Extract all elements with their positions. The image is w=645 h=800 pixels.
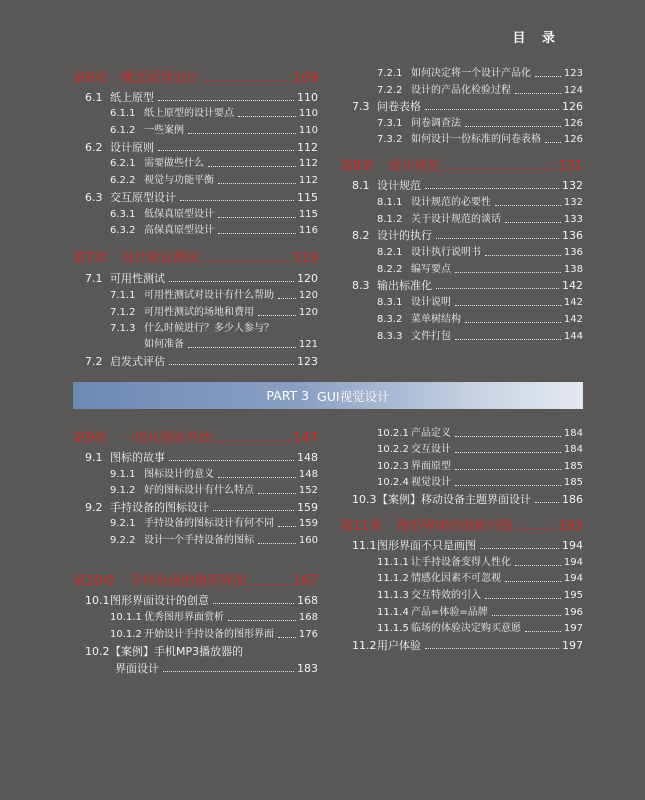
toc-leader-dots — [535, 76, 561, 77]
toc-chapter-entry — [340, 151, 583, 173]
toc-section-entry — [73, 137, 318, 154]
toc-entry-page: 184 — [563, 444, 583, 455]
toc-subsection-entry — [340, 309, 583, 326]
toc-entry-number: 第10章 — [73, 574, 116, 589]
toc-entry-number: 10.1.2 — [110, 629, 142, 640]
toc-leader-dots — [444, 169, 555, 170]
toc-leader-dots — [238, 116, 296, 117]
toc-entry-title: 交互原型设计 — [110, 191, 176, 204]
toc-entry-title: 好的图标设计有什么特点 — [144, 485, 254, 496]
toc-entry-page: 160 — [298, 535, 318, 546]
toc-section-entry — [73, 447, 318, 464]
toc-entry-number: 11.1 — [352, 539, 377, 552]
toc-subsection-entry — [73, 120, 318, 137]
toc-leader-dots — [169, 281, 294, 282]
toc-entry-title: 图标设计的意义 — [144, 469, 214, 480]
toc-leader-dots — [169, 460, 294, 461]
toc-leader-dots — [213, 603, 294, 604]
toc-chapter-entry — [73, 63, 318, 85]
toc-leader-dots — [495, 205, 561, 206]
toc-entry-title: 高保真原型设计 — [144, 225, 214, 236]
toc-entry-number: 9.2.2 — [110, 535, 136, 546]
toc-entry-page: 126 — [562, 100, 583, 113]
toc-subsection-entry — [73, 103, 318, 120]
toc-entry-number: 6.2.1 — [110, 158, 136, 169]
toc-subsection-entry — [340, 472, 583, 489]
toc-subsection-entry — [73, 464, 318, 481]
toc-leader-dots — [425, 648, 559, 649]
toc-entry-title: 概念原型设计 — [121, 71, 200, 86]
toc-entry-number: 8.2.1 — [377, 247, 403, 258]
toc-entry-title: 纸上原型的设计要点 — [144, 108, 234, 119]
toc-entry-title: 图形界面不只是画图 — [377, 539, 476, 552]
toc-entry-page: 167 — [293, 574, 318, 589]
toc-subsection-entry — [73, 220, 318, 237]
part-banner — [73, 382, 583, 409]
toc-subsection-entry — [73, 513, 318, 530]
toc-entry-page: 136 — [562, 229, 583, 242]
toc-leader-dots — [455, 436, 561, 437]
toc-entry-title: 设计的执行 — [377, 229, 432, 242]
toc-entry-number: 8.3 — [352, 279, 370, 292]
toc-leader-dots — [485, 255, 561, 256]
toc-entry-number: 10.1 — [85, 594, 110, 607]
toc-leader-dots — [258, 315, 296, 316]
toc-leader-dots — [465, 126, 561, 127]
toc-subsection-entry — [340, 80, 583, 97]
toc-entry-page: 132 — [563, 197, 583, 208]
toc-entry-page: 136 — [563, 247, 583, 258]
toc-entry-page: 112 — [298, 158, 318, 169]
toc-entry-number: 11.1.4 — [377, 607, 409, 618]
toc-entry-title: 输出标准化 — [377, 279, 432, 292]
toc-entry-title: 设计一个手持设备的图标 — [144, 535, 254, 546]
toc-column-left-lower — [73, 423, 318, 683]
toc-entry-title: 启发式评估 — [110, 355, 165, 368]
toc-leader-dots — [505, 581, 561, 582]
toc-entry-number: 8.3.2 — [377, 314, 403, 325]
toc-entry-number: 11.1.2 — [377, 573, 409, 584]
toc-subsection-entry — [340, 326, 583, 343]
toc-entry-title: 问卷表格 — [377, 100, 421, 113]
toc-entry-page: 142 — [563, 314, 583, 325]
toc-entry-title: 图形界面的创新升级 — [396, 519, 514, 534]
toc-entry-page: 123 — [563, 68, 583, 79]
toc-entry-title: 临场的体验决定购买意愿 — [411, 623, 521, 634]
toc-entry-title: 让手持设备变得人性化 — [411, 557, 511, 568]
toc-chapter-entry — [73, 566, 318, 588]
toc-leader-dots — [203, 81, 290, 82]
toc-leader-dots — [278, 298, 296, 299]
toc-entry-number: 9.1 — [85, 451, 103, 464]
toc-leader-dots — [455, 339, 561, 340]
toc-entry-number: 6.3 — [85, 191, 103, 204]
toc-entry-number: 8.3.1 — [377, 297, 403, 308]
toc-entry-page: 183 — [297, 662, 318, 675]
toc-subsection-entry — [340, 259, 583, 276]
toc-entry-number: 10.2.1 — [377, 428, 409, 439]
toc-entry-page: 147 — [293, 431, 318, 446]
toc-entry-page: 195 — [563, 590, 583, 601]
toc-entry-title: 低保真原型设计 — [144, 209, 214, 220]
toc-section-entry — [73, 497, 318, 514]
toc-leader-dots — [218, 183, 296, 184]
toc-entry-page: 148 — [297, 451, 318, 464]
toc-entry-number: 8.1.1 — [377, 197, 403, 208]
toc-entry-title: 交互设计 — [411, 444, 451, 455]
toc-subsection-entry — [73, 204, 318, 221]
part-banner-number: PART 3 — [266, 388, 310, 403]
toc-entry-title: 【案例】移动设备主题界面设计 — [377, 493, 531, 506]
toc-leader-dots — [203, 261, 290, 262]
toc-entry-page: 194 — [563, 557, 583, 568]
toc-entry-title: 优秀图形界面赏析 — [144, 612, 224, 623]
toc-entry-title: 开始设计手持设备的图形界面 — [144, 629, 274, 640]
toc-entry-number: 7.1.2 — [110, 307, 136, 318]
toc-leader-dots — [251, 584, 291, 585]
toc-entry-page: 196 — [563, 607, 583, 618]
toc-entry-title: 如何设计一份标准的问卷表格 — [411, 134, 541, 145]
toc-entry-page: 126 — [563, 118, 583, 129]
toc-leader-dots — [278, 637, 296, 638]
toc-entry-page: 116 — [298, 225, 318, 236]
toc-subsection-entry — [340, 585, 583, 602]
toc-entry-number: 第8章 — [340, 159, 375, 174]
toc-subsection-entry — [340, 439, 583, 456]
toc-entry-title: 如何准备 — [144, 339, 184, 350]
toc-leader-dots — [455, 305, 561, 306]
toc-leader-dots — [525, 631, 561, 632]
toc-entry-title: 设计规范 — [388, 159, 441, 174]
toc-entry-number: 11.1.1 — [377, 557, 409, 568]
toc-leader-dots — [188, 133, 296, 134]
toc-entry-page: 159 — [297, 501, 318, 514]
toc-entry-page: 109 — [293, 71, 318, 86]
toc-entry-title: 设计原则 — [110, 141, 154, 154]
toc-leader-dots — [208, 166, 296, 167]
toc-entry-number: 11.1.5 — [377, 623, 409, 634]
toc-entry-page: 193 — [558, 519, 583, 534]
toc-subsection-entry — [73, 170, 318, 187]
toc-section-entry — [73, 87, 318, 104]
toc-entry-number: 10.2.4 — [377, 477, 409, 488]
toc-section-entry — [340, 635, 583, 652]
toc-leader-dots — [492, 615, 561, 616]
toc-subsection-entry — [340, 552, 583, 569]
toc-entry-number: 10.2 — [85, 645, 110, 658]
toc-entry-number: 9.1.2 — [110, 485, 136, 496]
toc-entry-title: 【案例】手机MP3播放器的 — [110, 645, 244, 658]
toc-entry-page: 110 — [298, 125, 318, 136]
toc-section-entry — [73, 658, 318, 675]
toc-entry-page: 123 — [297, 355, 318, 368]
toc-section-entry — [340, 175, 583, 192]
toc-entry-number: 7.3.2 — [377, 134, 403, 145]
toc-section-entry — [73, 351, 318, 368]
toc-leader-dots — [535, 502, 559, 503]
toc-entry-page: 119 — [293, 251, 318, 266]
toc-subsection-entry — [340, 129, 583, 146]
toc-entry-page: 132 — [562, 179, 583, 192]
toc-leader-dots — [425, 109, 559, 110]
toc-leader-dots — [188, 347, 296, 348]
toc-leader-dots — [515, 93, 561, 94]
toc-entry-title: 设计验证测试 — [121, 251, 200, 266]
toc-entry-page: 186 — [562, 493, 583, 506]
toc-subsection-entry — [340, 456, 583, 473]
toc-entry-number: 6.1.1 — [110, 108, 136, 119]
toc-leader-dots — [218, 233, 296, 234]
toc-subsection-entry — [73, 153, 318, 170]
toc-entry-title: 手持设备的图标设计 — [110, 501, 209, 514]
toc-entry-number: 第7章 — [73, 251, 108, 266]
toc-entry-page: 115 — [297, 191, 318, 204]
toc-entry-number: 9.2 — [85, 501, 103, 514]
toc-entry-number: 11.2 — [352, 639, 377, 652]
toc-subsection-entry — [340, 192, 583, 209]
toc-entry-number: 6.1.2 — [110, 125, 136, 136]
toc-entry-title: 菜单树结构 — [411, 314, 461, 325]
toc-leader-dots — [218, 217, 296, 218]
toc-entry-title: 设计的产品化检验过程 — [411, 85, 511, 96]
toc-entry-title: 文件打包 — [411, 331, 451, 342]
toc-entry-number: 9.1.1 — [110, 469, 136, 480]
toc-entry-title: 需要做些什么 — [144, 158, 204, 169]
toc-subsection-entry — [340, 63, 583, 80]
toc-section-entry — [73, 590, 318, 607]
toc-section-entry — [73, 641, 318, 658]
toc-section-entry — [340, 96, 583, 113]
toc-leader-dots — [180, 200, 294, 201]
toc-leader-dots — [169, 364, 294, 365]
part-banner-title: GUI视觉设计 — [317, 388, 390, 404]
toc-entry-title: 产品=体验=品牌 — [411, 607, 488, 618]
toc-leader-dots — [545, 142, 561, 143]
toc-entry-title: 视觉设计 — [411, 477, 451, 488]
toc-entry-page: 176 — [298, 629, 318, 640]
toc-entry-page: 121 — [298, 339, 318, 350]
toc-entry-number: 7.3.1 — [377, 118, 403, 129]
toc-leader-dots — [258, 543, 296, 544]
toc-entry-title: 图标的故事 — [110, 451, 165, 464]
toc-entry-title: 设计规范 — [377, 179, 421, 192]
toc-entry-title: 如何决定将一个设计产品化 — [411, 68, 531, 79]
toc-entry-title: 情感化因素不可忽视 — [411, 573, 501, 584]
toc-entry-number: 7.2 — [85, 355, 103, 368]
toc-entry-number: 9.2.1 — [110, 518, 136, 529]
toc-entry-number: 6.2.2 — [110, 175, 136, 186]
toc-entry-number: 7.2.1 — [377, 68, 403, 79]
toc-leader-dots — [465, 322, 561, 323]
toc-entry-number: 8.2.2 — [377, 264, 403, 275]
toc-entry-number: 第11章 — [340, 519, 383, 534]
toc-entry-page: 185 — [563, 461, 583, 472]
toc-entry-number: 7.2.2 — [377, 85, 403, 96]
toc-entry-title: 设计执行说明书 — [411, 247, 481, 258]
toc-leader-dots — [455, 469, 561, 470]
toc-entry-title: 什么时候进行？多少人参与？ — [144, 323, 274, 334]
toc-leader-dots — [228, 620, 296, 621]
toc-entry-number: 10.2.2 — [377, 444, 409, 455]
toc-entry-page: 185 — [563, 477, 583, 488]
toc-section-entry — [73, 268, 318, 285]
toc-entry-page: 144 — [563, 331, 583, 342]
toc-leader-dots — [485, 598, 561, 599]
toc-subsection-entry — [73, 285, 318, 302]
toc-entry-page: 112 — [297, 141, 318, 154]
toc-entry-number: 8.1.2 — [377, 214, 403, 225]
toc-entry-title: 交互特效的引入 — [411, 590, 481, 601]
toc-entry-page: 197 — [563, 623, 583, 634]
toc-entry-page: 152 — [298, 485, 318, 496]
toc-column-right-lower — [340, 423, 583, 653]
toc-subsection-entry — [340, 602, 583, 619]
toc-entry-page: 126 — [563, 134, 583, 145]
toc-section-entry — [340, 489, 583, 506]
toc-entry-page: 194 — [562, 539, 583, 552]
toc-leader-dots — [455, 452, 561, 453]
toc-leader-dots — [158, 100, 294, 101]
toc-section-entry — [340, 535, 583, 552]
toc-section-entry — [73, 187, 318, 204]
toc-chapter-entry — [73, 423, 318, 445]
toc-entry-page: 159 — [298, 518, 318, 529]
toc-entry-title: 产品定义 — [411, 428, 451, 439]
toc-entry-page: 120 — [297, 272, 318, 285]
toc-chapter-entry — [73, 243, 318, 265]
toc-entry-number: 第6章 — [73, 71, 108, 86]
toc-entry-title: 问卷调查法 — [411, 118, 461, 129]
toc-entry-page: 120 — [298, 290, 318, 301]
toc-entry-page: 168 — [297, 594, 318, 607]
toc-section-entry — [340, 275, 583, 292]
toc-entry-page: 148 — [298, 469, 318, 480]
toc-entry-number: 6.3.2 — [110, 225, 136, 236]
toc-leader-dots — [455, 485, 561, 486]
toc-leader-dots — [455, 272, 561, 273]
toc-entry-page: 131 — [558, 159, 583, 174]
toc-entry-title: 可用性测试的场地和费用 — [144, 307, 254, 318]
toc-leader-dots — [425, 188, 559, 189]
toc-leader-dots — [505, 222, 561, 223]
toc-entry-page: 115 — [298, 209, 318, 220]
toc-entry-number: 6.3.1 — [110, 209, 136, 220]
toc-section-entry — [340, 225, 583, 242]
toc-entry-title: 手持设备的图标设计有何不同 — [144, 518, 274, 529]
toc-entry-number: 7.3 — [352, 100, 370, 113]
toc-entry-title: 一切从图标开始 — [121, 431, 213, 446]
toc-subsection-entry — [73, 334, 318, 351]
toc-entry-page: 194 — [563, 573, 583, 584]
toc-entry-title: 设计规范的必要性 — [411, 197, 491, 208]
toc-entry-title: 可用性测试对设计有什么帮助 — [144, 290, 274, 301]
toc-entry-title: 视觉与功能平衡 — [144, 175, 214, 186]
toc-entry-page: 142 — [563, 297, 583, 308]
toc-subsection-entry — [340, 292, 583, 309]
toc-entry-page: 112 — [298, 175, 318, 186]
toc-subsection-entry — [73, 480, 318, 497]
toc-entry-title: 可用性测试 — [110, 272, 165, 285]
toc-entry-title: 手持设备的图形界面 — [129, 574, 247, 589]
toc-entry-page: 133 — [563, 214, 583, 225]
toc-entry-number: 6.1 — [85, 91, 103, 104]
toc-entry-number: 7.1.3 — [110, 323, 136, 334]
toc-column-right-upper — [340, 63, 583, 353]
toc-subsection-entry — [73, 318, 318, 335]
toc-leader-dots — [216, 441, 290, 442]
toc-entry-title: 图形界面设计的创意 — [110, 594, 209, 607]
toc-entry-page: 124 — [563, 85, 583, 96]
toc-leader-dots — [158, 150, 294, 151]
toc-entry-page: 197 — [562, 639, 583, 652]
toc-subsection-entry — [73, 530, 318, 547]
toc-subsection-entry — [73, 624, 318, 641]
toc-entry-page: 142 — [562, 279, 583, 292]
toc-leader-dots — [218, 477, 296, 478]
toc-entry-number: 7.1 — [85, 272, 103, 285]
toc-subsection-entry — [340, 618, 583, 635]
toc-leader-dots — [213, 510, 294, 511]
toc-entry-title: 关于设计规范的谈话 — [411, 214, 501, 225]
toc-leader-dots — [278, 526, 296, 527]
toc-leader-dots — [436, 288, 559, 289]
toc-entry-page: 110 — [298, 108, 318, 119]
toc-entry-number: 8.2 — [352, 229, 370, 242]
toc-subsection-entry — [340, 209, 583, 226]
toc-chapter-entry — [340, 511, 583, 533]
toc-entry-number: 8.1 — [352, 179, 370, 192]
toc-entry-number: 8.3.3 — [377, 331, 403, 342]
toc-subsection-entry — [340, 242, 583, 259]
toc-entry-page: 110 — [297, 91, 318, 104]
toc-entry-title: 用户体验 — [377, 639, 421, 652]
toc-entry-title: 纸上原型 — [110, 91, 154, 104]
toc-entry-title: 一些案例 — [144, 125, 184, 136]
toc-subsection-entry — [73, 302, 318, 319]
toc-entry-page: 184 — [563, 428, 583, 439]
toc-subsection-entry — [340, 423, 583, 440]
toc-entry-title: 界面设计 — [115, 662, 159, 675]
toc-entry-title: 编写要点 — [411, 264, 451, 275]
toc-entry-number: 6.2 — [85, 141, 103, 154]
toc-leader-dots — [163, 671, 294, 672]
toc-subsection-entry — [73, 607, 318, 624]
toc-leader-dots — [480, 548, 559, 549]
toc-entry-page: 138 — [563, 264, 583, 275]
toc-subsection-entry — [340, 113, 583, 130]
toc-leader-dots — [258, 493, 296, 494]
page-header-title: 目 录 — [512, 31, 561, 46]
toc-column-left-upper — [73, 63, 318, 368]
toc-leader-dots — [518, 529, 556, 530]
toc-entry-number: 7.1.1 — [110, 290, 136, 301]
toc-entry-number: 10.1.1 — [110, 612, 142, 623]
toc-entry-number: 10.2.3 — [377, 461, 409, 472]
toc-entry-title: 界面原型 — [411, 461, 451, 472]
toc-entry-number: 第9章 — [73, 431, 108, 446]
toc-leader-dots — [436, 238, 559, 239]
toc-entry-title: 设计说明 — [411, 297, 451, 308]
toc-entry-page: 120 — [298, 307, 318, 318]
toc-leader-dots — [515, 565, 561, 566]
toc-entry-number: 11.1.3 — [377, 590, 409, 601]
toc-subsection-entry — [340, 568, 583, 585]
toc-entry-number: 10.3 — [352, 493, 377, 506]
toc-entry-page: 168 — [298, 612, 318, 623]
